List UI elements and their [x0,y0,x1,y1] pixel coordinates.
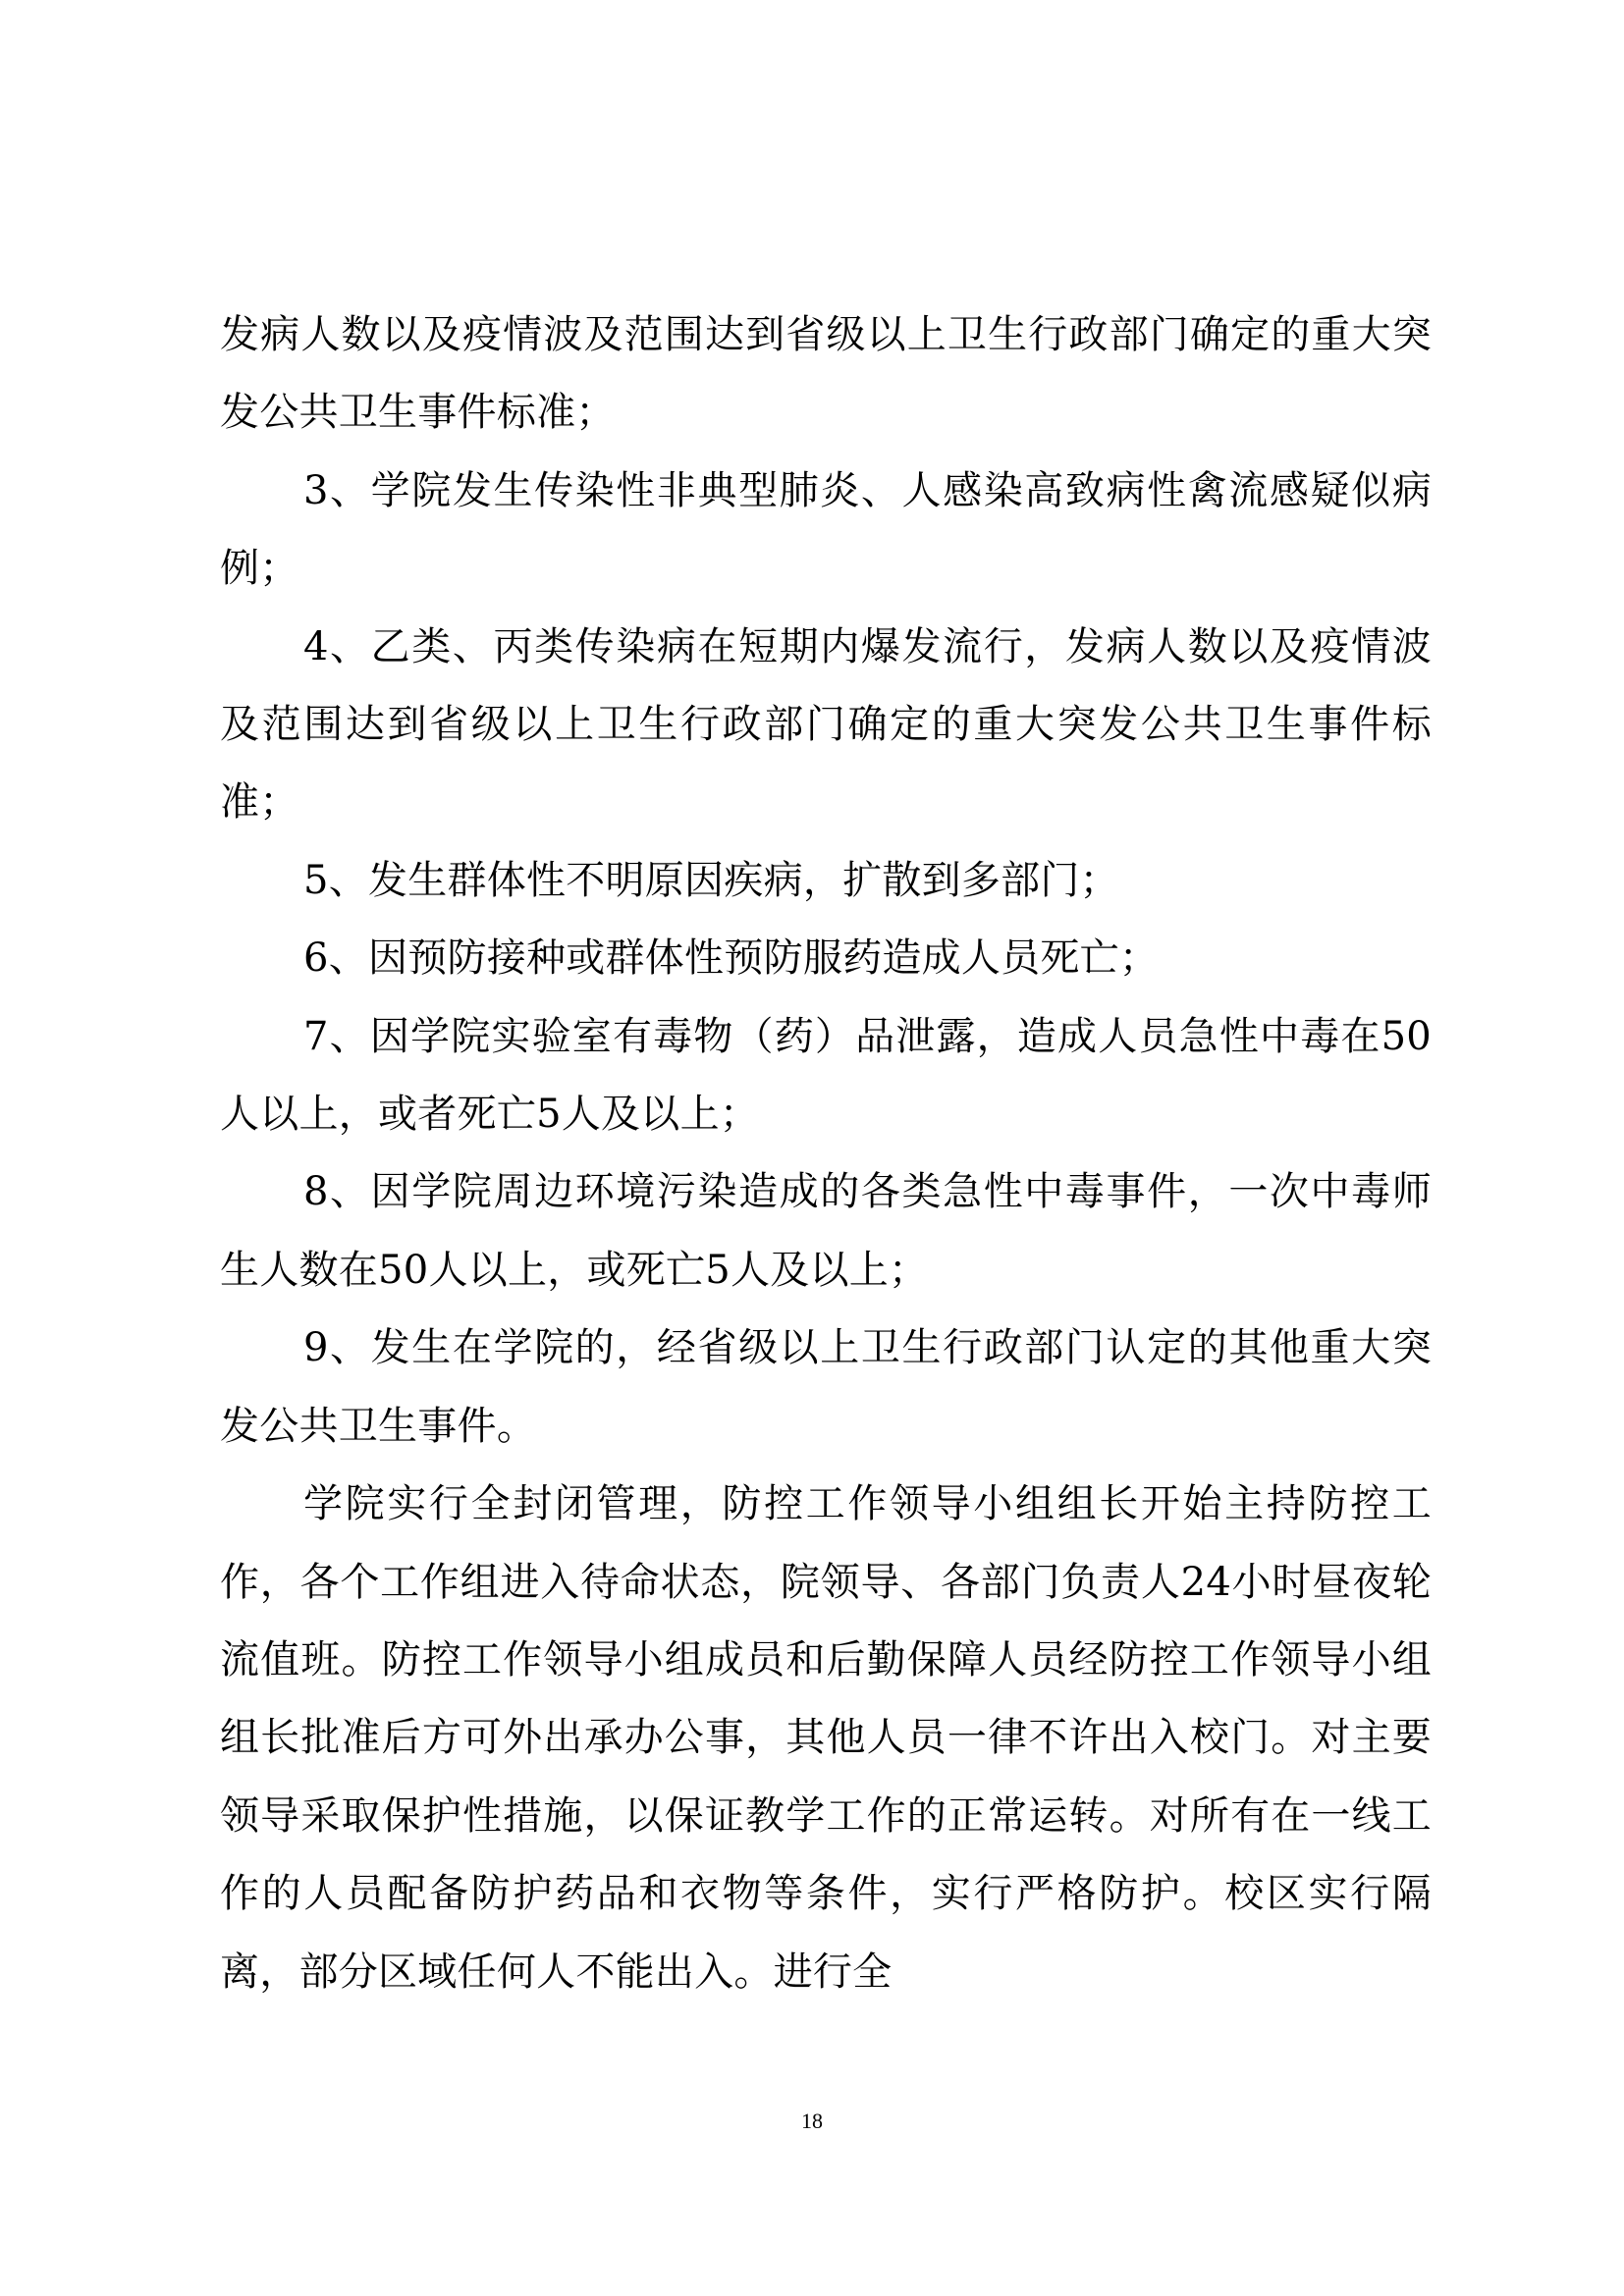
body-text [220,296,1432,2011]
paragraph-item-4: 4、乙类、丙类传染病在短期内爆发流行，发病人数以及疫情波及范围达到省级以上卫生行政部门确定的重大突发公共卫生事件标准； [220,623,1432,826]
page-number: 18 [801,2109,823,2133]
paragraph-item-5: 5、发生群体性不明原因疾病，扩散到多部门； [303,857,1119,903]
paragraph-item-9: 9、发生在学院的，经省级以上卫生行政部门认定的其他重大突发公共卫生事件。 [220,1325,1432,1449]
paragraph-continuation: 发病人数以及疫情波及范围达到省级以上卫生行政部门确定的重大突发公共卫生事件标准； [220,312,1432,436]
paragraph-item-6: 6、因预防接种或群体性预防服药造成人员死亡； [303,935,1160,982]
paragraph-item-3: 3、学院发生传染性非典型肺炎、人感染高致病性禽流感疑似病例； [220,467,1432,592]
paragraph-item-8: 8、因学院周边环境污染造成的各类急性中毒事件，一次中毒师生人数在50人以上，或死亡5人及以上； [220,1169,1432,1293]
paragraph-closure-measures: 学院实行全封闭管理，防控工作领导小组组长开始主持防控工作，各个工作组进入待命状态，院领导、各部门负责人24小时昼夜轮流值班。防控工作领导小组成员和后勤保障人员经防控工作领导小组组长批准后方可外出承办公事，其他人员一律不许出入校门。对主要领导采取保护性措施，以保证教学工作的正常运转。对所有在一线工作的人员配备防护药品和衣物等条件，实行严格防护。校区实行隔离，部分区域任何人不能出入。进行全 [220,1481,1432,1995]
paragraph-item-7: 7、因学院实验室有毒物（药）品泄露，造成人员急性中毒在50人以上，或者死亡5人及以上； [220,1013,1432,1138]
